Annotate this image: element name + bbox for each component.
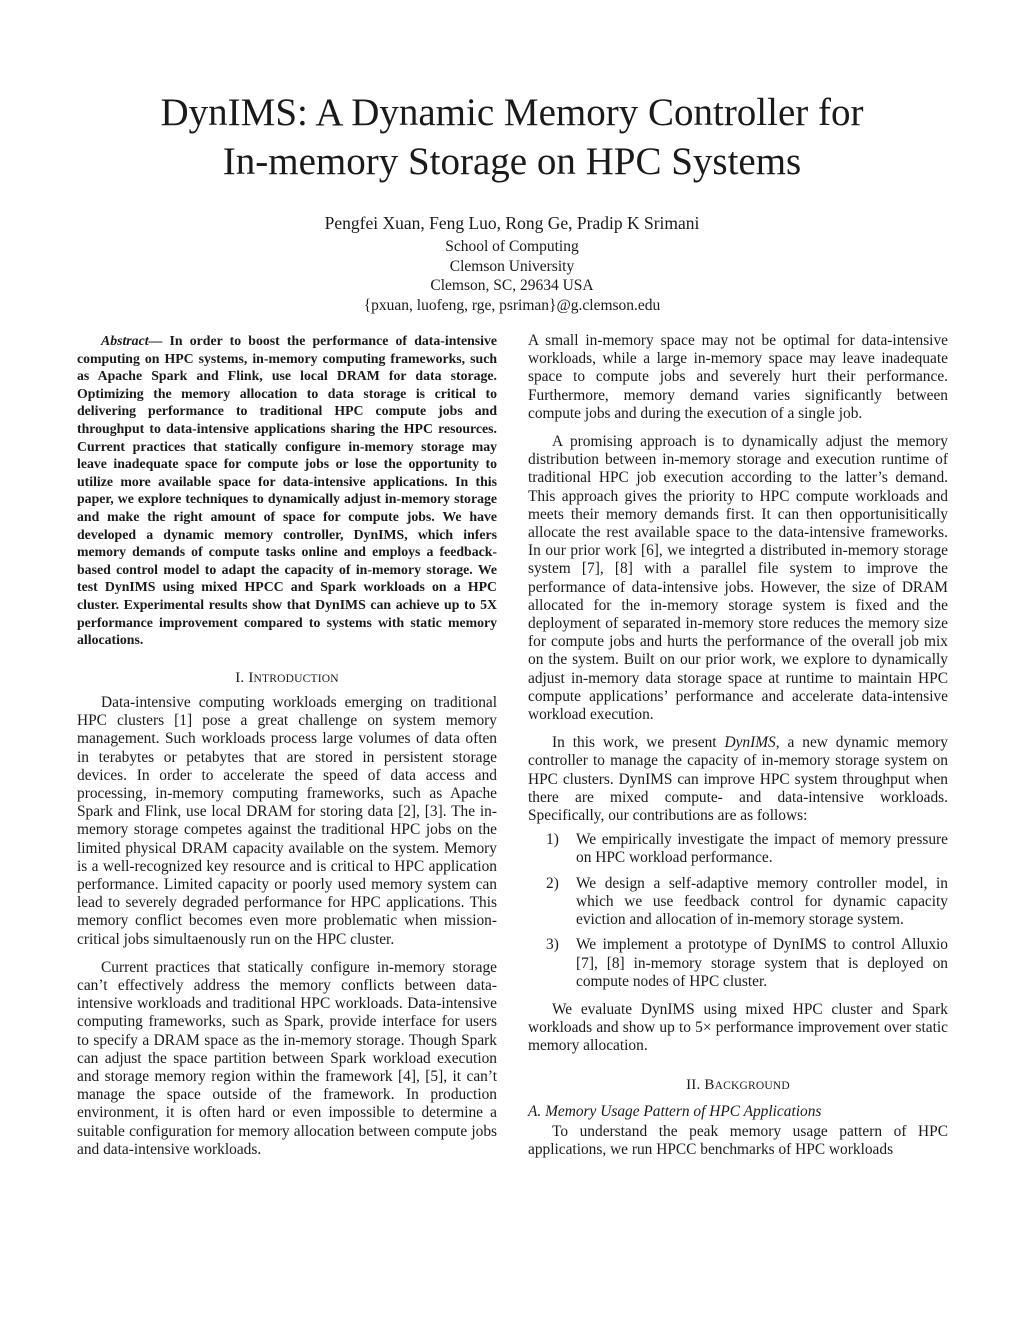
intro-paragraph-3: A small in-memory space may not be optimal for data-intensive workloads, while a large in-memory space may leave inadequate space to compute jobs and severely hurt their performance. Furthermore, memory demand varies significantly between compute jobs and during the execution of a single job.: [528, 332, 948, 422]
abstract-label: Abstract: [101, 333, 149, 348]
intro-paragraph-6: We evaluate DynIMS using mixed HPC cluster and Spark workloads and show up to 5× performance improvement over static memory allocation.: [528, 1000, 948, 1055]
list-item-number: 2): [546, 874, 559, 892]
intro-paragraph-4: A promising approach is to dynamically adjust the memory distribution between in-memory storage and execution runtime of traditional HPC job execution according to the latter’s demand. This approach gives the priority to HPC compute workloads and meets their memory demands first. It can then opportunisitically allocate the rest available space to the data-intensive frameworks. In our prior work [6], we integrted a distributed in-memory storage system [7], [8] with a parallel file system to improve the performance of data-intensive jobs. However, the size of DRAM allocated for the in-memory storage system is fixed and the deployment of separated in-memory store reduces the memory size for compute jobs and hurts the performance of the overall job mix on the system. Built on our prior work, we explore to dynamically adjust in-memory data storage space at runtime to maintain HPC compute applications’ performance and accelerate data-intensive workload execution.: [528, 433, 948, 724]
title-line-2: In-memory Storage on HPC Systems: [222, 140, 802, 183]
list-item-number: 3): [546, 936, 559, 954]
affiliation-address: Clemson, SC, 29634 USA: [430, 277, 594, 295]
list-item-text: We implement a prototype of DynIMS to control Alluxio [7], [8] in-memory storage system that is deployed on compute nodes of HPC cluster.: [576, 936, 948, 990]
intro-paragraph-2: Current practices that statically configure in-memory storage can’t effectively address the memory conflicts between data-intensive workloads and traditional HPC workloads. Data-intensive computing frameworks, such as Spark, provide interface for users to specify a DRAM space as the in-memory storage. Though Spark can adjust the space partition between Spark workload execution and storage memory region within the framework [4], [5], it can’t manage the space outside of the framework. In production environment, it is often hard or even impossible to determine a suitable configuration for memory allocation between compute jobs and data-intensive workloads.: [77, 958, 497, 1158]
background-paragraph-1: To understand the peak memory usage pattern of HPC applications, we run HPCC benchmarks of HPC workloads: [528, 1122, 948, 1159]
list-item: [528, 875, 948, 930]
author-list: Pengfei Xuan, Feng Luo, Rong Ge, Pradip K Srimani: [324, 213, 700, 233]
affiliation-school: School of Computing: [445, 238, 579, 255]
section-numeral: II.: [686, 1076, 705, 1093]
list-item-text: We design a self-adaptive memory controller model, in which we use feedback control for dynamic capacity eviction and allocation of in-memory storage system.: [576, 874, 948, 929]
list-item-number: 1): [546, 831, 559, 849]
intro-paragraph-1: Data-intensive computing workloads emerging on traditional HPC clusters [1] pose a great challenge on system memory management. Such workloads process large volumes of data often in terabytes or petabytes that are stored in persistent storage devices. In order to accelerate the speed of data access and processing, in-memory computing frameworks, such as Apache Spark and Flink, use local DRAM for storing data [2], [3]. The in-memory storage competes against the traditional HPC jobs on the limited physical DRAM capacity available on the system. Memory is a well-recognized key resource and is critical to HPC application performance. Limited capacity or poorly used memory system can lead to severely degraded performance for HPC applications. This memory conflict becomes even more problematic when mission-critical jobs simultaenously run on the HPC cluster.: [77, 693, 497, 948]
section-heading-rest: NTRODUCTION: [253, 672, 339, 685]
title-line-1: DynIMS: A Dynamic Memory Controller for: [160, 91, 864, 134]
section-heading-introduction: [77, 669, 497, 688]
paper-title: [60, 88, 964, 186]
section-heading-rest: ACKGROUND: [714, 1079, 790, 1092]
section-heading-background: [528, 1076, 948, 1095]
affiliation-emails: {pxuan, luofeng, rge, psriman}@g.clemson.edu: [363, 296, 661, 314]
section-numeral: I.: [235, 669, 249, 686]
p5-pre: In this work, we present: [552, 734, 725, 752]
abstract-text: In order to boost the performance of data-intensive computing on HPC systems, in-memory computing frameworks, such as Apache Spark and Flink, use local DRAM for data storage. Optimizing the memory allocation to data storage is critical to delivering performance to traditional HPC compute jobs and throughput to data-intensive applications sharing the HPC resources. Current practices that statically configure in-memory storage may leave inadequate space for compute jobs or lose the opportunity to utilize more available space for data-intensive applications. In this paper, we explore techniques to dynamically adjust in-memory storage and make the right amount of space for compute jobs. We have developed a dynamic memory controller, DynIMS, which infers memory demands of compute tasks online and employs a feedback-based control model to adapt the capacity of in-memory storage. We test DynIMS using mixed HPCC and Spark workloads on a HPC cluster. Experimental results show that DynIMS can achieve up to 5X performance improvement compared to systems with static memory allocations.: [77, 333, 497, 648]
intro-paragraph-5: [528, 734, 948, 825]
left-column: [77, 332, 497, 1159]
subsection-heading: A. Memory Usage Pattern of HPC Applications: [528, 1102, 822, 1120]
affiliation-block: [60, 237, 964, 315]
list-item: [528, 831, 948, 867]
p5-system-name: DynIMS: [724, 734, 776, 752]
affiliation-university: Clemson University: [449, 257, 575, 275]
abstract-dash: —: [148, 333, 170, 348]
p5-post: , a new dynamic memory controller to manage the capacity of in-memory storage system on HPC clusters. DynIMS can improve HPC system throughput when there are mixed compute- and data-intensive workloads. Specifically, our contributions are as follows:: [528, 734, 948, 825]
contribution-list: [528, 831, 948, 991]
abstract: [77, 332, 497, 649]
section-heading-initial: I: [248, 669, 254, 686]
section-heading-initial: B: [704, 1076, 715, 1093]
list-item: [528, 936, 948, 991]
right-column: [528, 332, 948, 1159]
list-item-text: We empirically investigate the impact of memory pressure on HPC workload performance.: [576, 831, 948, 867]
